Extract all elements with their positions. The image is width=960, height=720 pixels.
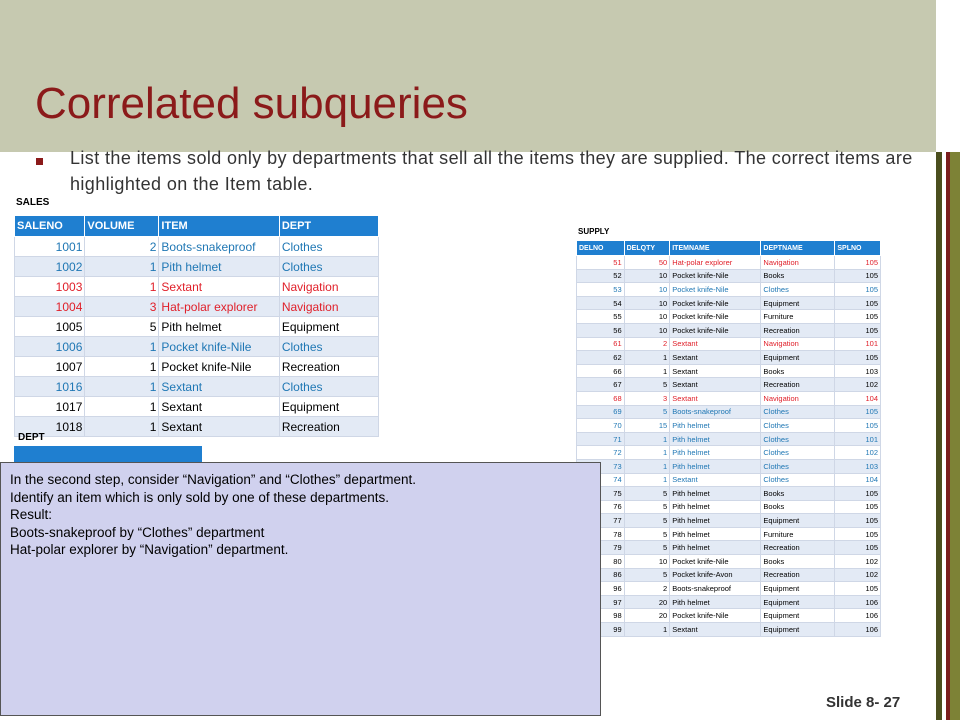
table-cell: Clothes — [761, 283, 835, 297]
table-cell: 52 — [577, 269, 625, 283]
table-cell: Recreation — [279, 357, 378, 377]
explanation-line: Identify an item which is only sold by one of these departments. — [10, 489, 389, 505]
table-row — [577, 269, 881, 283]
table-cell: Pocket knife-Nile — [670, 296, 761, 310]
table-cell: Furniture — [761, 527, 835, 541]
column-header: DEPT — [279, 216, 378, 237]
table-cell: 10 — [624, 323, 670, 337]
table-row — [577, 568, 881, 582]
table-cell: 1018 — [15, 417, 85, 437]
table-cell: 10 — [624, 296, 670, 310]
table-cell: 104 — [835, 391, 881, 405]
table-cell: 105 — [835, 405, 881, 419]
table-cell: 102 — [835, 378, 881, 392]
table-cell: 10 — [624, 283, 670, 297]
table-row — [577, 623, 881, 637]
table-cell: 1 — [624, 623, 670, 637]
table-cell: 1006 — [15, 337, 85, 357]
table-cell: Equipment — [761, 595, 835, 609]
slide-title: Correlated subqueries — [35, 79, 468, 128]
table-row — [577, 514, 881, 528]
table-row — [577, 337, 881, 351]
table-cell: 20 — [624, 609, 670, 623]
table-cell: Pocket knife-Nile — [670, 310, 761, 324]
table-cell: Sextant — [670, 623, 761, 637]
table-row — [577, 323, 881, 337]
table-cell: Equipment — [761, 296, 835, 310]
table-cell: 106 — [835, 609, 881, 623]
table-cell: Equipment — [279, 317, 378, 337]
table-cell: Recreation — [761, 378, 835, 392]
table-cell: 1 — [624, 446, 670, 460]
table-cell: 72 — [577, 446, 625, 460]
table-cell: Clothes — [761, 446, 835, 460]
table-cell: Sextant — [159, 277, 279, 297]
table-row — [577, 391, 881, 405]
table-cell: 5 — [624, 487, 670, 501]
table-cell: 105 — [835, 500, 881, 514]
table-cell: 102 — [835, 555, 881, 569]
table-row — [15, 237, 379, 257]
table-cell: 1 — [85, 417, 159, 437]
column-header: VOLUME — [85, 216, 159, 237]
table-cell: Pocket knife-Nile — [670, 323, 761, 337]
table-cell: Clothes — [761, 405, 835, 419]
table-cell: 5 — [624, 405, 670, 419]
table-cell: 99 — [577, 623, 625, 637]
explanation-line: Boots-snakeproof by “Clothes” department — [10, 524, 265, 540]
table-row — [15, 357, 379, 377]
table-cell: 5 — [624, 378, 670, 392]
table-row — [577, 310, 881, 324]
table-cell: 70 — [577, 419, 625, 433]
table-cell: Pith helmet — [670, 487, 761, 501]
table-cell: 105 — [835, 256, 881, 270]
table-cell: Pocket knife-Nile — [670, 555, 761, 569]
table-cell: Sextant — [159, 417, 279, 437]
bullet-icon — [36, 158, 43, 165]
table-cell: Pocket knife-Nile — [159, 357, 279, 377]
table-cell: Books — [761, 500, 835, 514]
table-cell: 1007 — [15, 357, 85, 377]
table-cell: 105 — [835, 514, 881, 528]
table-cell: Books — [761, 555, 835, 569]
table-row — [577, 419, 881, 433]
table-cell: 96 — [577, 582, 625, 596]
table-cell: 74 — [577, 473, 625, 487]
table-cell: 101 — [835, 432, 881, 446]
table-cell: Pith helmet — [670, 527, 761, 541]
table-cell: 86 — [577, 568, 625, 582]
table-row — [577, 283, 881, 297]
table-cell: Pith helmet — [670, 459, 761, 473]
table-row — [577, 405, 881, 419]
table-cell: 2 — [85, 237, 159, 257]
table-cell: 1 — [85, 377, 159, 397]
table-cell: Sextant — [159, 397, 279, 417]
column-header: DELNO — [577, 241, 625, 256]
column-header: DEPTNAME — [761, 241, 835, 256]
table-cell: Clothes — [279, 337, 378, 357]
table-cell: 66 — [577, 364, 625, 378]
table-cell: Pocket knife-Nile — [159, 337, 279, 357]
table-cell: Recreation — [761, 541, 835, 555]
table-cell: 10 — [624, 269, 670, 283]
table-cell: Pith helmet — [670, 595, 761, 609]
table-cell: 105 — [835, 351, 881, 365]
table-row — [577, 541, 881, 555]
table-cell: Equipment — [761, 351, 835, 365]
table-cell: Navigation — [761, 391, 835, 405]
table-cell: 2 — [624, 337, 670, 351]
table-cell: 10 — [624, 310, 670, 324]
table-cell: Books — [761, 487, 835, 501]
column-header: SPLNO — [835, 241, 881, 256]
bullet-text: List the items sold only by departments that sell all the items they are supplied. The correct items are highlighted on the Item table. — [70, 148, 913, 194]
table-cell: 62 — [577, 351, 625, 365]
table-cell: Equipment — [761, 609, 835, 623]
table-cell: 54 — [577, 296, 625, 310]
table-cell: Pocket knife-Avon — [670, 568, 761, 582]
table-cell: 5 — [85, 317, 159, 337]
table-cell: Pith helmet — [159, 317, 279, 337]
table-cell: 1 — [85, 257, 159, 277]
table-cell: 101 — [835, 337, 881, 351]
table-row — [577, 459, 881, 473]
table-cell: 102 — [835, 446, 881, 460]
table-row — [15, 417, 379, 437]
table-row — [577, 500, 881, 514]
table-cell: 15 — [624, 419, 670, 433]
table-cell: 1003 — [15, 277, 85, 297]
table-cell: Boots-snakeproof — [159, 237, 279, 257]
table-cell: 103 — [835, 459, 881, 473]
table-cell: Sextant — [670, 351, 761, 365]
table-cell: Pocket knife-Nile — [670, 609, 761, 623]
table-cell: Clothes — [761, 432, 835, 446]
table-cell: 69 — [577, 405, 625, 419]
table-cell: Hat-polar explorer — [159, 297, 279, 317]
table-cell: Sextant — [159, 377, 279, 397]
table-cell: 78 — [577, 527, 625, 541]
table-cell: 75 — [577, 487, 625, 501]
table-cell: 1017 — [15, 397, 85, 417]
table-row — [15, 317, 379, 337]
table-cell: Navigation — [279, 277, 378, 297]
table-cell: Recreation — [761, 568, 835, 582]
table-cell: Equipment — [761, 582, 835, 596]
table-cell: Sextant — [670, 391, 761, 405]
table-cell: 51 — [577, 256, 625, 270]
table-cell: 105 — [835, 419, 881, 433]
table-cell: 106 — [835, 595, 881, 609]
table-cell: 1016 — [15, 377, 85, 397]
table-cell: 1004 — [15, 297, 85, 317]
table-cell: Books — [761, 269, 835, 283]
table-cell: 5 — [624, 527, 670, 541]
table-row — [577, 296, 881, 310]
table-cell: 103 — [835, 364, 881, 378]
table-cell: 5 — [624, 514, 670, 528]
table-row — [577, 527, 881, 541]
table-row — [577, 582, 881, 596]
table-cell: 67 — [577, 378, 625, 392]
table-row — [577, 432, 881, 446]
table-row — [577, 364, 881, 378]
table-cell: 5 — [624, 500, 670, 514]
table-cell: Boots-snakeproof — [670, 405, 761, 419]
table-cell: Boots-snakeproof — [670, 582, 761, 596]
table-cell: Hat-polar explorer — [670, 256, 761, 270]
table-cell: 105 — [835, 527, 881, 541]
table-cell: Sextant — [670, 473, 761, 487]
table-cell: Clothes — [761, 473, 835, 487]
explanation-line: Hat-polar explorer by “Navigation” department. — [10, 542, 289, 557]
table-cell: 1 — [85, 277, 159, 297]
table-row — [577, 256, 881, 270]
decorative-stripe — [950, 152, 960, 720]
table-row — [577, 487, 881, 501]
table-cell: Navigation — [761, 256, 835, 270]
table-cell: 106 — [835, 623, 881, 637]
table-cell: Pith helmet — [670, 432, 761, 446]
table-cell: 98 — [577, 609, 625, 623]
table-cell: 56 — [577, 323, 625, 337]
table-cell: 55 — [577, 310, 625, 324]
table-cell: Furniture — [761, 310, 835, 324]
slide-number: Slide 8- 27 — [826, 694, 901, 711]
table-cell: 68 — [577, 391, 625, 405]
table-cell: 105 — [835, 296, 881, 310]
table-cell: 2 — [624, 582, 670, 596]
table-cell: Pocket knife-Nile — [670, 269, 761, 283]
table-row — [15, 277, 379, 297]
table-cell: 105 — [835, 269, 881, 283]
table-cell: Equipment — [761, 623, 835, 637]
table-cell: 1 — [624, 459, 670, 473]
table-cell: Sextant — [670, 378, 761, 392]
table-cell: Pith helmet — [670, 541, 761, 555]
explanation-line: In the second step, consider “Navigation” and “Clothes” department. — [10, 472, 416, 487]
table-cell: Pith helmet — [670, 419, 761, 433]
table-cell: Recreation — [761, 323, 835, 337]
table-cell: Sextant — [670, 337, 761, 351]
table-cell: 105 — [835, 487, 881, 501]
table-cell: 3 — [624, 391, 670, 405]
table-cell: 105 — [835, 283, 881, 297]
table-cell: Pith helmet — [670, 514, 761, 528]
table-row — [577, 446, 881, 460]
table-cell: 1001 — [15, 237, 85, 257]
sales-caption: SALES — [16, 197, 50, 208]
table-cell: 1002 — [15, 257, 85, 277]
table-cell: 10 — [624, 555, 670, 569]
table-cell: 1 — [85, 337, 159, 357]
table-cell: 1 — [624, 364, 670, 378]
table-row — [577, 609, 881, 623]
table-row — [15, 297, 379, 317]
table-cell: Clothes — [761, 419, 835, 433]
table-row — [577, 595, 881, 609]
table-cell: Pith helmet — [670, 500, 761, 514]
table-cell: 3 — [85, 297, 159, 317]
table-cell: 105 — [835, 323, 881, 337]
table-cell: Books — [761, 364, 835, 378]
table-cell: Sextant — [670, 364, 761, 378]
table-cell: Pith helmet — [670, 446, 761, 460]
table-cell: 76 — [577, 500, 625, 514]
table-cell: 20 — [624, 595, 670, 609]
table-cell: 73 — [577, 459, 625, 473]
table-cell: 102 — [835, 568, 881, 582]
table-row — [15, 397, 379, 417]
table-cell: Clothes — [279, 257, 378, 277]
table-cell: 105 — [835, 310, 881, 324]
sales-table — [14, 215, 379, 437]
table-cell: 1005 — [15, 317, 85, 337]
table-cell: 97 — [577, 595, 625, 609]
table-cell: 79 — [577, 541, 625, 555]
table-cell: Clothes — [279, 237, 378, 257]
table-cell: 105 — [835, 582, 881, 596]
column-header: ITEMNAME — [670, 241, 761, 256]
explanation-line: Result: — [10, 507, 53, 522]
table-cell: 50 — [624, 256, 670, 270]
table-cell: 80 — [577, 555, 625, 569]
table-cell: Recreation — [279, 417, 378, 437]
dept-caption: DEPT — [18, 432, 45, 443]
table-cell: 5 — [624, 568, 670, 582]
table-row — [577, 378, 881, 392]
table-cell: Clothes — [761, 459, 835, 473]
table-row — [577, 555, 881, 569]
table-cell: 77 — [577, 514, 625, 528]
supply-caption: SUPPLY — [578, 227, 610, 236]
table-cell: Equipment — [761, 514, 835, 528]
table-row — [15, 257, 379, 277]
column-header: SALENO — [15, 216, 85, 237]
table-cell: 1 — [624, 432, 670, 446]
table-cell: Navigation — [761, 337, 835, 351]
explanation-box — [0, 462, 601, 716]
table-cell: Pocket knife-Nile — [670, 283, 761, 297]
table-cell: 105 — [835, 541, 881, 555]
table-row — [577, 473, 881, 487]
table-cell: 1 — [624, 473, 670, 487]
table-cell: 61 — [577, 337, 625, 351]
supply-table — [576, 240, 881, 637]
table-row — [15, 337, 379, 357]
table-row — [577, 351, 881, 365]
table-cell: 1 — [85, 397, 159, 417]
table-cell: 1 — [85, 357, 159, 377]
table-cell: Equipment — [279, 397, 378, 417]
table-cell: 1 — [624, 351, 670, 365]
table-cell: 5 — [624, 541, 670, 555]
table-row — [15, 377, 379, 397]
table-cell: 53 — [577, 283, 625, 297]
column-header: ITEM — [159, 216, 279, 237]
table-cell: Pith helmet — [159, 257, 279, 277]
table-cell: 104 — [835, 473, 881, 487]
table-cell: 71 — [577, 432, 625, 446]
table-cell: Navigation — [279, 297, 378, 317]
table-cell: Clothes — [279, 377, 378, 397]
column-header: DELQTY — [624, 241, 670, 256]
